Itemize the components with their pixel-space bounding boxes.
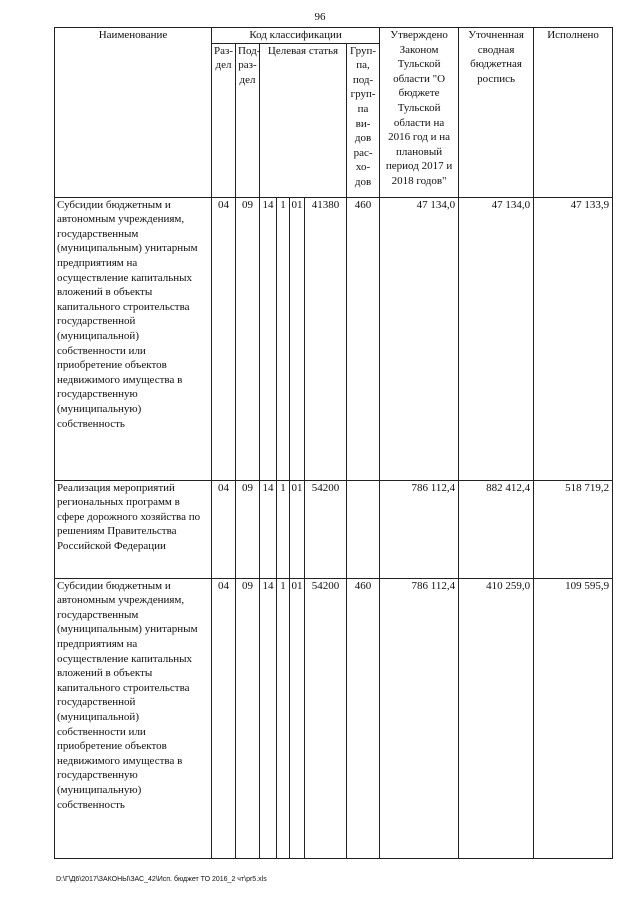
row-section: 04	[212, 480, 236, 578]
row-approved: 47 134,0	[380, 197, 459, 480]
row-target-event: 01	[290, 197, 305, 480]
row-name: Реализация мероприятий региональных программ в сфере дорожного хозяйства по решениям Правительства Российской Федерации	[55, 480, 212, 578]
row-target-event: 01	[290, 578, 305, 858]
table-row	[55, 578, 613, 858]
header-name: Наименование	[55, 28, 212, 198]
file-path-footer: D:\Г\Д6\2017\ЗАКОНЫ\ЗАС_42\Исп. бюджет ТО 2016_2 чт\pr5.xls	[56, 876, 267, 883]
row-name: Субсидии бюджетным и автономным учреждениям, государственным (муниципальным) унитарным предприятиям на осуществление капитальных вложений в объекты капитального строительства государственной (муниципальной) собственности или приобретение объектов недвижимого имущества в государственную (муниципальную) собственность	[55, 197, 212, 480]
row-refined: 47 134,0	[459, 197, 534, 480]
header-refined: Уточненная сводная бюджетная роспись	[459, 28, 534, 198]
row-subsection: 09	[236, 578, 260, 858]
row-subsection: 09	[236, 197, 260, 480]
row-target-event: 01	[290, 480, 305, 578]
row-group: 460	[347, 197, 380, 480]
row-approved: 786 112,4	[380, 480, 459, 578]
row-target-subprogram: 1	[277, 197, 290, 480]
header-section: Раз-дел	[212, 43, 236, 197]
table-row	[55, 197, 613, 480]
header-code-group: Код классификации	[212, 28, 380, 44]
table-row	[55, 480, 613, 578]
budget-table	[54, 27, 613, 859]
row-target-direction: 41380	[305, 197, 347, 480]
header-executed: Исполнено	[534, 28, 613, 198]
row-target-program: 14	[260, 197, 277, 480]
row-subsection: 09	[236, 480, 260, 578]
row-target-program: 14	[260, 578, 277, 858]
row-executed: 518 719,2	[534, 480, 613, 578]
row-executed: 109 595,9	[534, 578, 613, 858]
row-executed: 47 133,9	[534, 197, 613, 480]
row-section: 04	[212, 197, 236, 480]
row-target-subprogram: 1	[277, 578, 290, 858]
header-target: Целевая статья	[260, 43, 347, 197]
row-target-subprogram: 1	[277, 480, 290, 578]
row-section: 04	[212, 578, 236, 858]
header-group: Груп-па, под-груп-па ви-дов рас-хо-дов	[347, 43, 380, 197]
row-target-program: 14	[260, 480, 277, 578]
row-refined: 410 259,0	[459, 578, 534, 858]
row-target-direction: 54200	[305, 578, 347, 858]
header-approved: Утверждено Законом Тульской области "О бюджете Тульской области на 2016 год и на плановый период 2017 и 2018 годов"	[380, 28, 459, 198]
row-name: Субсидии бюджетным и автономным учреждениям, государственным (муниципальным) унитарным предприятиям на осуществление капитальных вложений в объекты капитального строительства государственной (муниципальной) собственности или приобретение объектов недвижимого имущества в государственную (муниципальную) собственность	[55, 578, 212, 858]
page-number: 96	[314, 11, 326, 23]
row-target-direction: 54200	[305, 480, 347, 578]
header-subsection: Под-раз-дел	[236, 43, 260, 197]
row-refined: 882 412,4	[459, 480, 534, 578]
row-group: 460	[347, 578, 380, 858]
row-approved: 786 112,4	[380, 578, 459, 858]
row-group	[347, 480, 380, 578]
